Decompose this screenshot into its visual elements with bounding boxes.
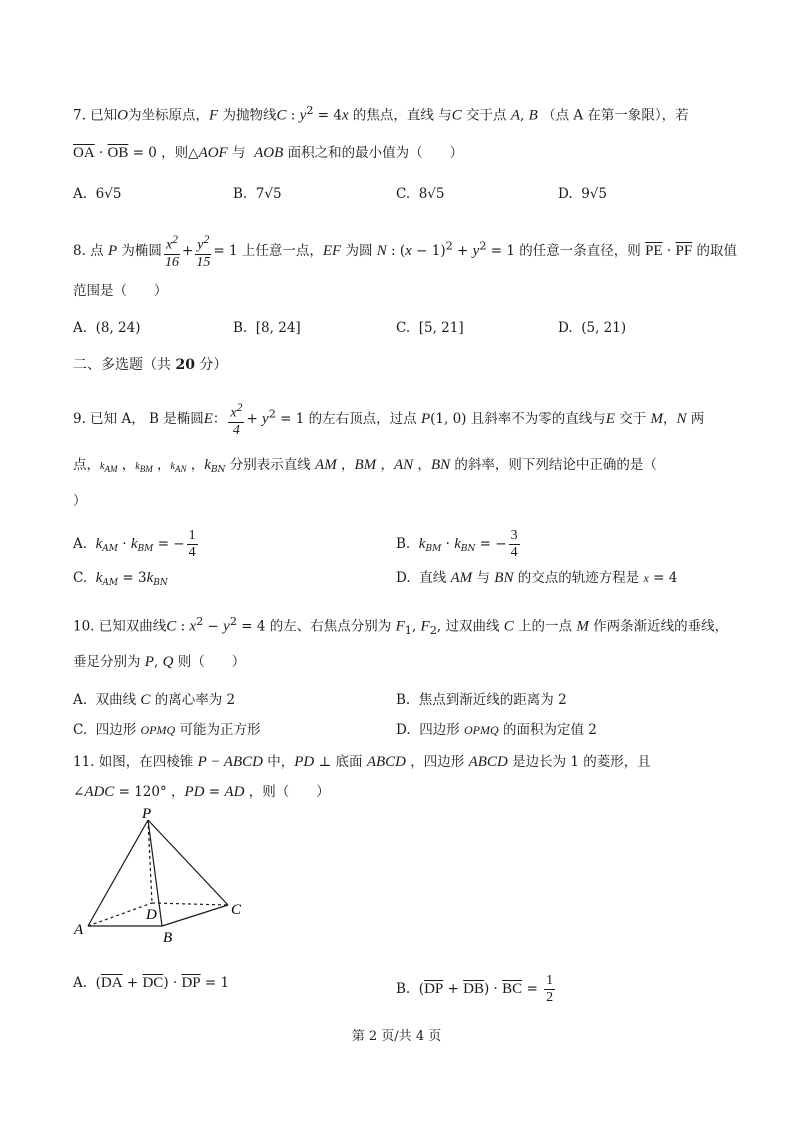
q8-line1: 8. 点 P 为椭圆 $\frac{x^2}{16}$ + $\frac{y^2}{15}$ = 1 上任意一点，EF 为圆 N : $(x - 1)^2 + y^2 = 1$ 的任意一条直径，则 $\overline{PE} \cdot \overline{PF}$ 的取值: [73, 233, 737, 270]
q8-line2: 范围是（ ）: [73, 283, 168, 299]
q11-option-b[interactable]: B. $(\overline{DP} + \overline{DB}) \cdot \overline{BC}$ = $\frac{1}{2}$: [396, 973, 554, 1005]
section-heading: 二、多选题（共 20 分）: [73, 357, 228, 373]
q9-option-a[interactable]: A. $k_{AM} \cdot k_{BM}$ = − $\frac{1}{4}$: [73, 528, 196, 560]
q7-option-d[interactable]: D. 9√5: [558, 186, 607, 202]
q7-option-a[interactable]: A. 6√5: [73, 186, 122, 202]
q7-option-c[interactable]: C. 8√5: [396, 186, 445, 202]
q10-line2: 垂足分别为 P, Q 则（ ）: [73, 654, 246, 670]
q10-option-b[interactable]: B. 焦点到渐近线的距离为 2: [396, 692, 567, 708]
q9-line3: ）: [73, 493, 87, 509]
q11-line1: 11. 如图，在四棱锥 P − ABCD 中，PD ⊥ 底面 ABCD ，四边形 ABCD 是边长为 1 的菱形，且: [73, 754, 651, 770]
q11-line2: ∠ADC = 120° ，PD = AD ，则（ ）: [73, 784, 330, 800]
label-p: P: [142, 808, 152, 822]
label-d: D: [146, 907, 157, 923]
q8-option-b[interactable]: B. [8, 24]: [233, 320, 301, 336]
q9-option-c[interactable]: C. $k_{AM} = 3k_{BN}$: [73, 570, 168, 588]
q9-option-b[interactable]: B. $k_{BM} \cdot k_{BN}$ = − $\frac{3}{4}$: [396, 528, 518, 560]
label-b: B: [163, 930, 173, 946]
q11-option-a[interactable]: A. $(\overline{DA} + \overline{DC}) \cdot \overline{DP} = 1$: [73, 975, 230, 991]
pyramid-figure: [70, 808, 260, 948]
q10-option-c[interactable]: C. 四边形 OPMQ 可能为正方形: [73, 722, 261, 738]
q10-option-d[interactable]: D. 四边形 OPMQ 的面积为定值 2: [396, 722, 597, 738]
q8-option-d[interactable]: D. (5, 21): [558, 320, 627, 336]
q7-line1: 7. 已知O为坐标原点，F 为抛物线C : $y^2 = 4x$ 的焦点，直线 与C 交于点 A, B （点 A 在第一象限），若: [73, 104, 689, 124]
q10-option-a[interactable]: A. 双曲线 C 的离心率为 2: [73, 692, 236, 708]
q8-option-c[interactable]: C. [5, 21]: [396, 320, 464, 336]
q9-line2: 点，kAM ，kBM ，kAN ，$k_{BN}$ 分别表示直线 AM ，BM ，AN ，BN 的斜率，则下列结论中正确的是（: [73, 457, 657, 475]
q7-option-b[interactable]: B. 7√5: [233, 186, 282, 202]
q8-option-a[interactable]: A. (8, 24): [73, 320, 141, 336]
q7-line2: $\overline{OA} \cdot \overline{OB} = 0$ ，则△AOF 与 AOB 面积之和的最小值为（ ）: [73, 145, 464, 161]
q10-line1: 10. 已知双曲线C : $x^2 - y^2 = 4$ 的左、右焦点分别为 $F_1$, $F_2$, 过双曲线 C 上的一点 M 作两条渐近线的垂线，: [73, 615, 729, 638]
label-c: C: [231, 902, 242, 918]
q9-line1: 9. 已知 A， B 是椭圆E： $\frac{x^2}{4}$ + $y^2 = 1$ 的左右顶点，过点 P(1, 0) 且斜率不为零的直线与E 交于 M，N 两: [73, 401, 705, 438]
q9-option-d[interactable]: D. 直线 AM 与 BN 的交点的轨迹方程是 x = 4: [396, 570, 678, 586]
page-footer: 第 2 页/共 4 页: [351, 1029, 442, 1044]
label-a: A: [74, 922, 84, 938]
